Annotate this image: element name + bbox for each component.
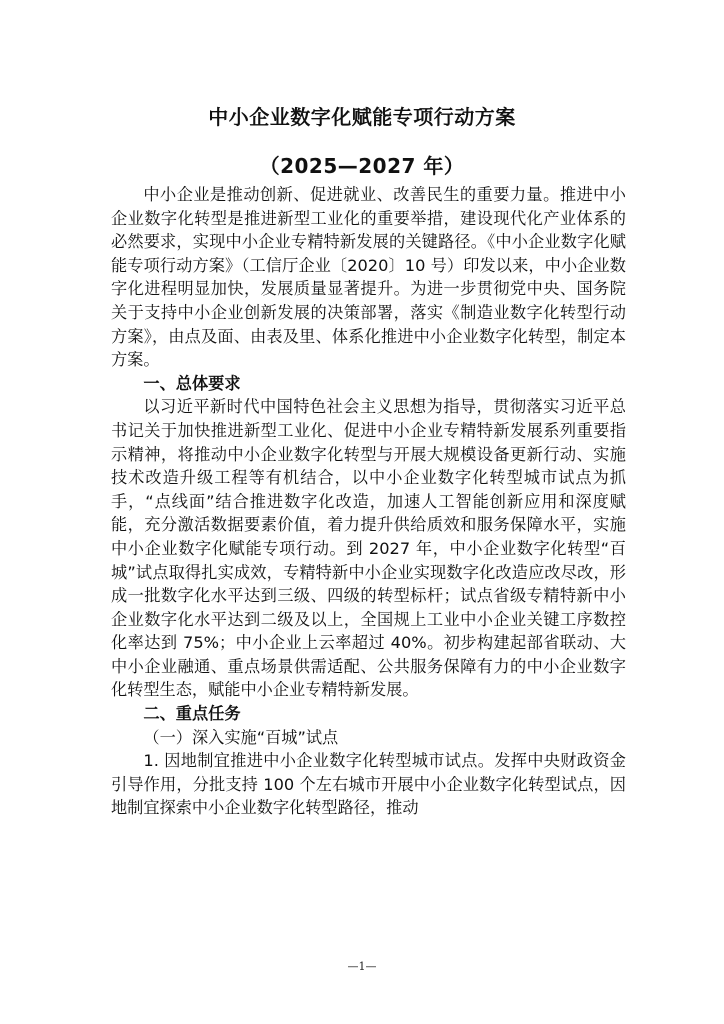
- document-title: 中小企业数字化赋能专项行动方案: [208, 105, 516, 129]
- subsection-heading-hundred-cities: （一）深入实施“百城”试点: [143, 727, 339, 747]
- intro-paragraph: 中小企业是推动创新、促进就业、改善民生的重要力量。推进中小企业数字化转型是推进新型工业化的重要举措，建设现代化产业体系的必然要求，实现中小企业专精特新发展的关键路径。《中小企业数字化赋能专项行动方案》（工信厅企业〔2020〕10 号）印发以来，中小企业数字化进程明显加快，发展质量显著提升。为进一步贯彻党中央、国务院关于支持中小企业创新发展的决策部署，落实《制造业数字化转型行动方案》，由点及面、由表及里、体系化推进中小企业数字化转型，制定本方案。: [111, 185, 626, 370]
- general-requirements-paragraph: 以习近平新时代中国特色社会主义思想为指导，贯彻落实习近平总书记关于加快推进新型工业化、促进中小企业专精特新发展系列重要指示精神，将推动中小企业数字化转型与开展大规模设备更新行动、实施技术改造升级工程等有机结合，以中小企业数字化转型城市试点为抓手，“点线面”结合推进数字化改造，加速人工智能创新应用和深度赋能，充分激活数据要素价值，着力提升供给质效和服务保障水平，实施中小企业数字化赋能专项行动。到 2027 年，中小企业数字化转型“百城”试点取得扎实成效，专精特新中小企业实现数字化改造应改尽改，形成一批数字化水平达到三级、四级的转型标杆；试点省级专精特新中小企业数字化水平达到二级及以上，全国规上工业中小企业关键工序数控化率达到 75%；中小企业上云率超过 40%。初步构建起部省联动、大中小企业融通、重点场景供需适配、公共服务保障有力的中小企业数字化转型生态，赋能中小企业专精特新发展。: [111, 397, 626, 700]
- section-heading-key-tasks: 二、重点任务: [143, 704, 241, 724]
- section-heading-general-requirements: 一、总体要求: [143, 373, 241, 393]
- task-paragraph-city-pilots: 1. 因地制宜推进中小企业数字化转型城市试点。发挥中央财政资金引导作用，分批支持 100 个左右城市开展中小企业数字化转型试点，因地制宜探索中小企业数字化转型路径，推动: [111, 751, 626, 818]
- page-number: —1—: [347, 960, 377, 973]
- document-subtitle-years: （2025—2027 年）: [259, 154, 465, 178]
- document-body: [111, 183, 626, 820]
